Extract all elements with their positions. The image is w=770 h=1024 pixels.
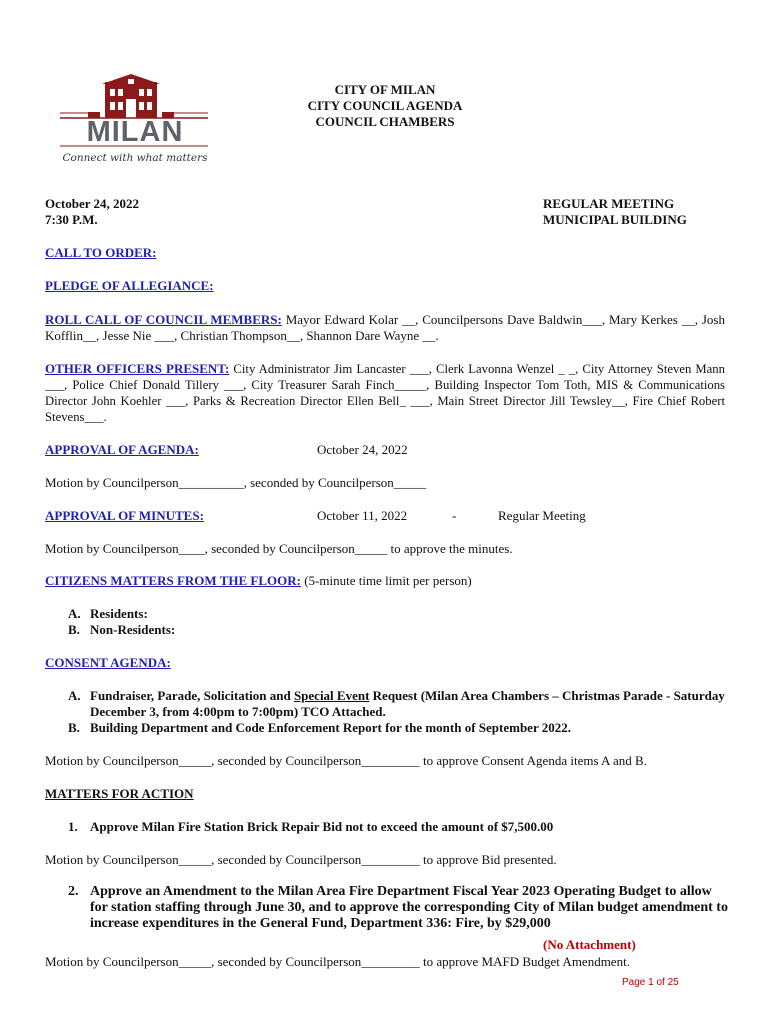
matters-for-action-heading: MATTERS FOR ACTION xyxy=(45,786,194,801)
milan-logo xyxy=(58,72,213,172)
approval-agenda-motion: Motion by Councilperson__________, seconded by Councilperson_____ xyxy=(45,475,427,490)
header-agenda: CITY COUNCIL AGENDA xyxy=(307,98,463,113)
roll-call-section xyxy=(45,312,725,344)
approval-minutes-motion: Motion by Councilperson____, seconded by Councilperson_____ to approve the minutes. xyxy=(45,541,513,556)
citizens-note: (5-minute time limit per person) xyxy=(300,573,472,588)
call-to-order-heading: CALL TO ORDER: xyxy=(45,245,157,260)
consent-motion: Motion by Councilperson_____, seconded by Councilperson_________ to approve Consent Agenda items A and B. xyxy=(45,753,647,768)
meeting-datetime xyxy=(45,196,139,228)
agenda-header xyxy=(285,82,485,130)
other-officers-text: City Administrator Jim Lancaster ___, Clerk Lavonna Wenzel _ _, City Attorney Steven Mann ___, Police Chief Donald Tillery ___, City Treasurer Sarah Finch_____, Building Inspector Tom Toth, MIS & Communications Director John Koehler ___, Parks & Recreation Director Ellen Bell_ ___, Main Street Director Jill Tewsley__, Fire Chief Robert Stevens___. xyxy=(45,362,725,424)
header-chambers: COUNCIL CHAMBERS xyxy=(315,114,455,129)
pledge-heading: PLEDGE OF ALLEGIANCE: xyxy=(45,278,214,293)
approval-minutes-meeting: Regular Meeting xyxy=(498,508,586,523)
roll-call-text: Mayor Edward Kolar __, Councilpersons Dave Baldwin___, Mary Kerkes __, Josh Kofflin__, Jesse Nie ___, Christian Thompson__, Shannon Dare Wayne __. xyxy=(45,312,725,343)
list-item: A. Fundraiser, Parade, Solicitation and Special Event Request (Milan Area Chambers – Christmas Parade - Saturday December 3, from 4:00pm to 7:00pm) TCO Attached. xyxy=(68,688,725,719)
consent-list xyxy=(68,688,728,736)
list-item: B. Non-Residents: xyxy=(68,622,176,637)
other-officers-section xyxy=(45,361,725,425)
logo-tagline: Connect with what matters xyxy=(62,152,208,164)
citizens-list xyxy=(68,606,175,638)
approval-minutes-heading: APPROVAL OF MINUTES: xyxy=(45,508,204,523)
approval-minutes-dash: - xyxy=(452,508,457,523)
meeting-time: 7:30 P.M. xyxy=(45,212,98,227)
meeting-date: October 24, 2022 xyxy=(45,196,139,211)
meeting-type: REGULAR MEETING xyxy=(543,196,675,211)
list-item: B. Building Department and Code Enforcement Report for the month of September 2022. xyxy=(68,720,571,735)
action-item-2: 2. Approve an Amendment to the Milan Area Fire Department Fiscal Year 2023 Operating Budget to allow for station staffing through June 30, and to approve the corresponding City of Milan budget amendment to increase expenditures in the General Fund, Department 336: Fire, by $29,000 xyxy=(68,884,728,931)
approval-agenda-heading: APPROVAL OF AGENDA: xyxy=(45,442,199,457)
header-city: CITY OF MILAN xyxy=(334,82,436,97)
consent-agenda-heading: CONSENT AGENDA: xyxy=(45,655,171,670)
meeting-place: MUNICIPAL BUILDING xyxy=(543,212,687,227)
logo-wordmark: MILAN xyxy=(86,116,184,148)
meeting-location xyxy=(543,196,687,228)
approval-agenda-date: October 24, 2022 xyxy=(317,442,408,457)
action-item-2-motion: Motion by Councilperson_____, seconded by Councilperson_________ to approve MAFD Budget Amendment. xyxy=(45,954,630,969)
other-officers-heading: OTHER OFFICERS PRESENT: xyxy=(45,361,230,376)
action-item-1-motion: Motion by Councilperson_____, seconded by Councilperson_________ to approve Bid presented. xyxy=(45,852,557,867)
no-attachment-note: (No Attachment) xyxy=(543,937,636,952)
roll-call-heading: ROLL CALL OF COUNCIL MEMBERS: xyxy=(45,312,282,327)
action-item-1: 1. Approve Milan Fire Station Brick Repair Bid not to exceed the amount of $7,500.00 xyxy=(68,819,554,834)
list-item: A. Residents: xyxy=(68,606,148,621)
citizens-section xyxy=(45,573,472,589)
page-number: Page 1 of 25 xyxy=(622,977,679,988)
approval-minutes-date: October 11, 2022 xyxy=(317,508,408,523)
citizens-heading: CITIZENS MATTERS FROM THE FLOOR: xyxy=(45,573,301,588)
